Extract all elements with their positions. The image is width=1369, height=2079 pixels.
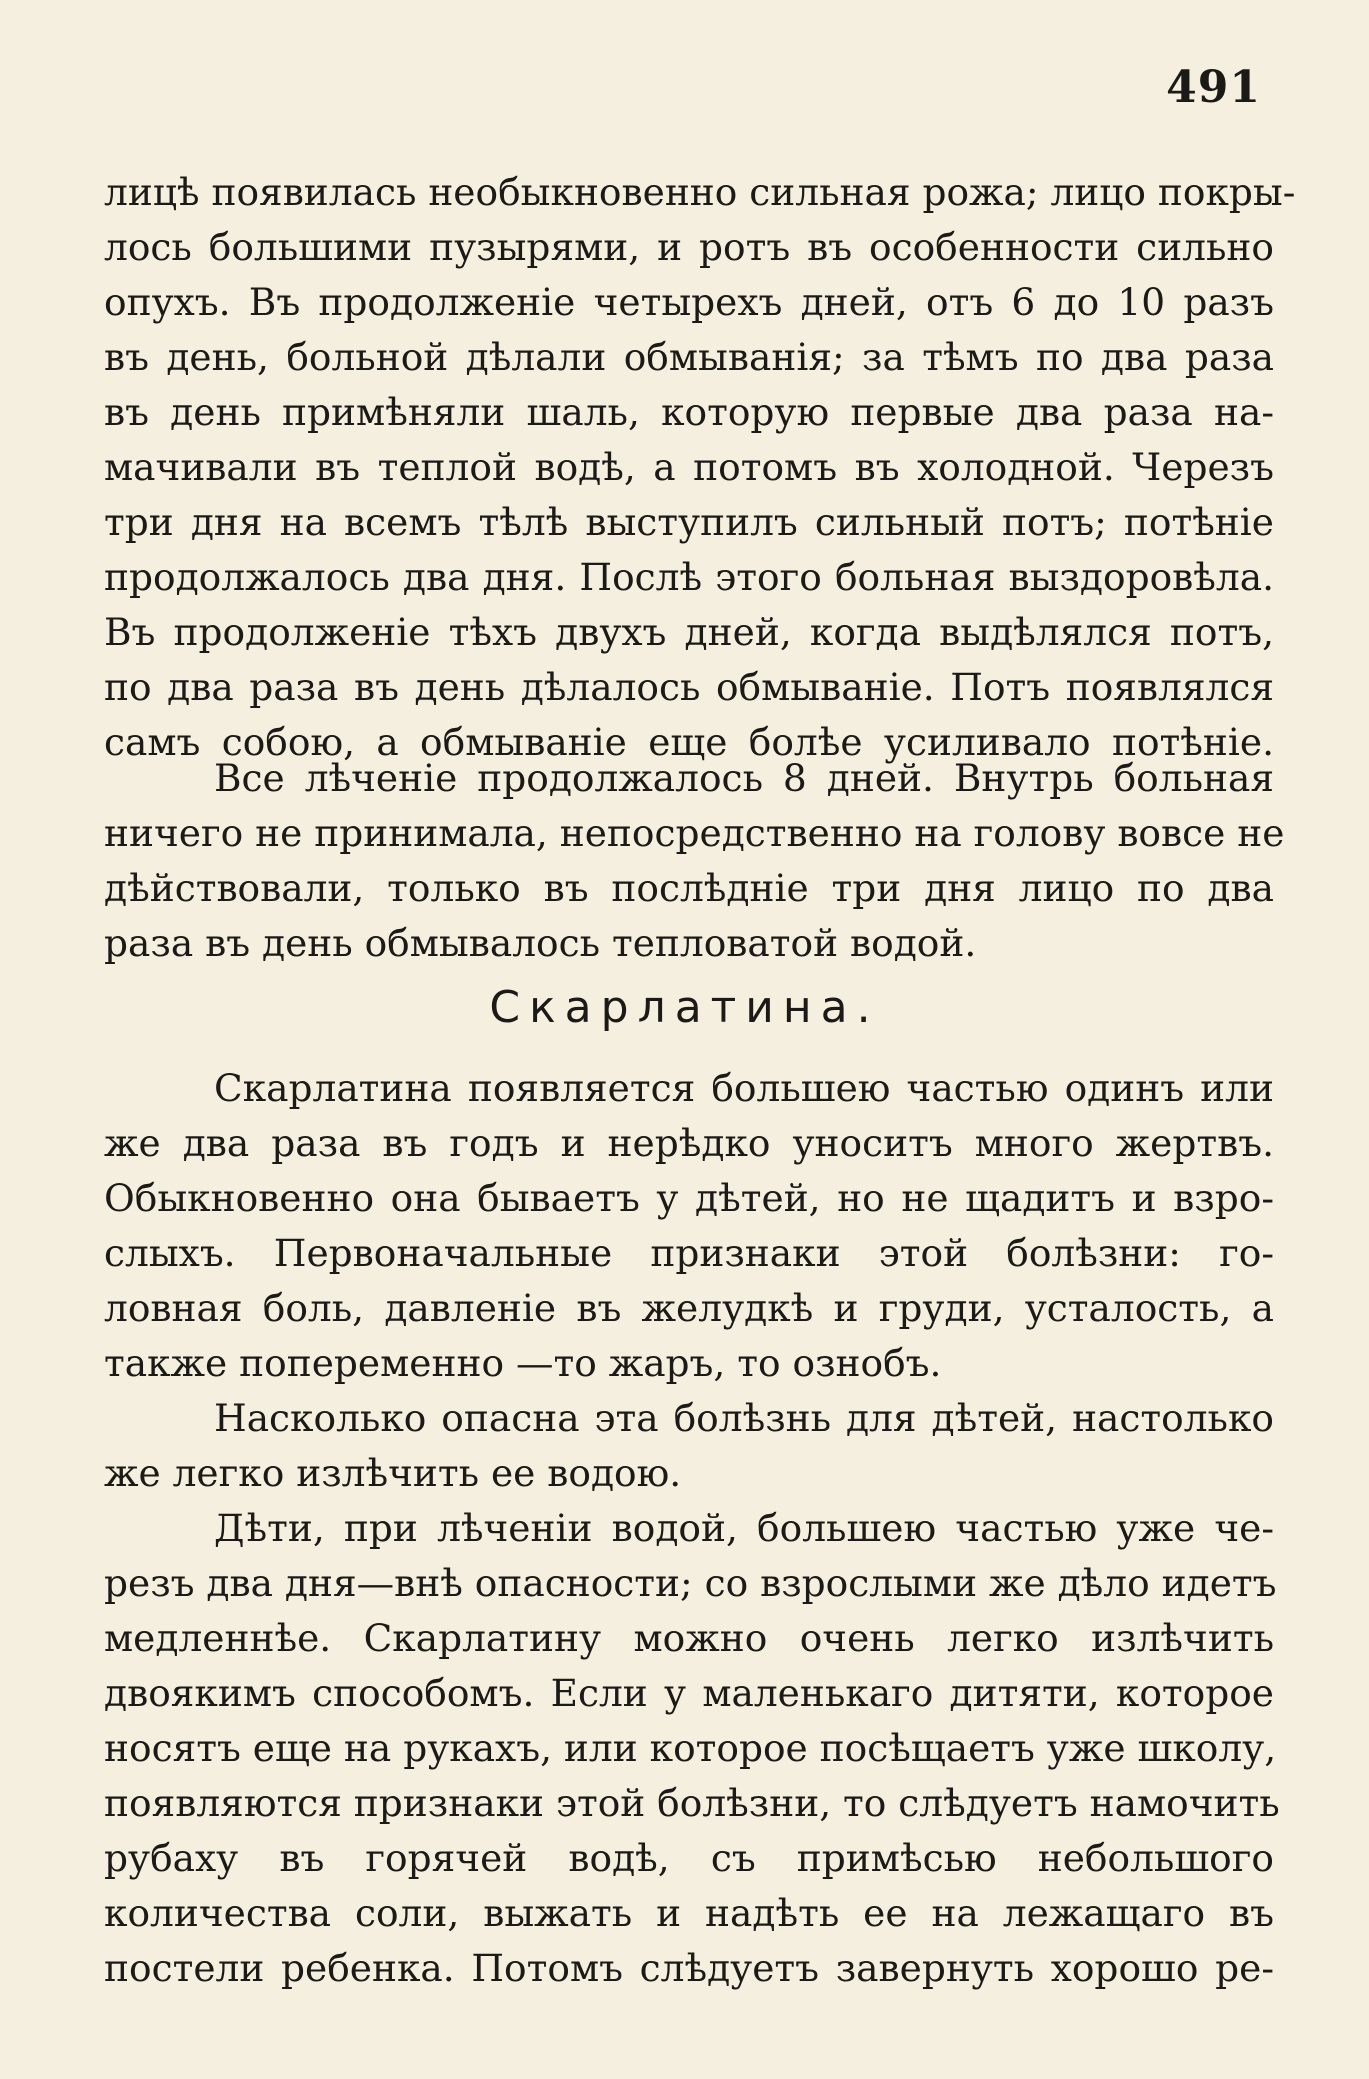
text-line: резъ два дня—внѣ опасности; со взрослыми же дѣло идетъ bbox=[104, 1561, 1277, 1605]
text-line: въ день примѣняли шаль, которую первые два раза на- bbox=[104, 390, 1274, 434]
text-line: слыхъ. Первоначальные признаки этой болѣзни: го- bbox=[104, 1231, 1274, 1275]
text-line: носятъ еще на рукахъ, или которое посѣщаетъ уже школу, bbox=[104, 1726, 1277, 1770]
text-line: Въ продолженіе тѣхъ двухъ дней, когда выдѣлялся потъ, bbox=[104, 610, 1274, 654]
text-line: рубаху въ горячей водѣ, съ примѣсью небольшого bbox=[104, 1836, 1274, 1880]
text-line: по два раза въ день дѣлалось обмываніе. Потъ появлялся bbox=[104, 665, 1274, 709]
text-line: мачивали въ теплой водѣ, а потомъ въ холодной. Черезъ bbox=[104, 445, 1274, 489]
text-line: опухъ. Въ продолженіе четырехъ дней, отъ 6 до 10 разъ bbox=[104, 280, 1274, 324]
text-line: Обыкновенно она бываетъ у дѣтей, но не щадитъ и взро- bbox=[104, 1176, 1274, 1220]
section-body bbox=[104, 1061, 1280, 1996]
text-line: же легко излѣчить ее водою. bbox=[104, 1451, 682, 1495]
paragraph-2 bbox=[104, 751, 1285, 971]
text-line: также попеременно —то жаръ, то ознобъ. bbox=[104, 1341, 942, 1385]
text-line: медленнѣе. Скарлатину можно очень легко излѣчить bbox=[104, 1616, 1274, 1660]
text-line: же два раза въ годъ и нерѣдко уноситъ много жертвъ. bbox=[104, 1121, 1274, 1165]
paragraph-4 bbox=[104, 1391, 1274, 1501]
page-number: 491 bbox=[1166, 62, 1261, 113]
text-line: ничего не принимала, непосредственно на голову вовсе не bbox=[104, 811, 1285, 855]
paragraph-3 bbox=[104, 1061, 1274, 1391]
section-heading: Скарлатина. bbox=[489, 982, 880, 1033]
text-line: Насколько опасна эта болѣзнь для дѣтей, настолько bbox=[214, 1396, 1274, 1440]
text-line: три дня на всемъ тѣлѣ выступилъ сильный потъ; потѣніе bbox=[104, 500, 1274, 544]
text-line: постели ребенка. Потомъ слѣдуетъ завернуть хорошо ре- bbox=[104, 1946, 1274, 1990]
text-line: раза въ день обмывалось тепловатой водой. bbox=[104, 921, 977, 965]
text-line: самъ собою, а обмываніе еще болѣе усиливало потѣніе. bbox=[104, 720, 1274, 764]
text-line: Скарлатина появляется большею частью одинъ или bbox=[214, 1066, 1274, 1110]
text-line: дѣйствовали, только въ послѣдніе три дня лицо по два bbox=[104, 866, 1274, 910]
text-line: количества соли, выжать и надѣть ее на лежащаго въ bbox=[104, 1891, 1274, 1935]
text-line: двоякимъ способомъ. Если у маленькаго дитяти, которое bbox=[104, 1671, 1274, 1715]
text-line: появляются признаки этой болѣзни, то слѣдуетъ намочить bbox=[104, 1781, 1280, 1825]
text-line: Дѣти, при лѣченіи водой, большею частью уже че- bbox=[214, 1506, 1274, 1550]
text-line: лось большими пузырями, и ротъ въ особенности сильно bbox=[104, 225, 1274, 269]
paragraph-1 bbox=[104, 165, 1296, 770]
paragraph-5 bbox=[104, 1501, 1280, 1996]
text-line: въ день, больной дѣлали обмыванія; за тѣмъ по два раза bbox=[104, 335, 1274, 379]
text-line: лицѣ появилась необыкновенно сильная рожа; лицо покры- bbox=[104, 170, 1296, 214]
text-line: ловная боль, давленіе въ желудкѣ и груди, усталость, а bbox=[104, 1286, 1274, 1330]
text-line: Все лѣченіе продолжалось 8 дней. Внутрь больная bbox=[214, 756, 1274, 800]
text-line: продолжалось два дня. Послѣ этого больная выздоровѣла. bbox=[104, 555, 1274, 599]
